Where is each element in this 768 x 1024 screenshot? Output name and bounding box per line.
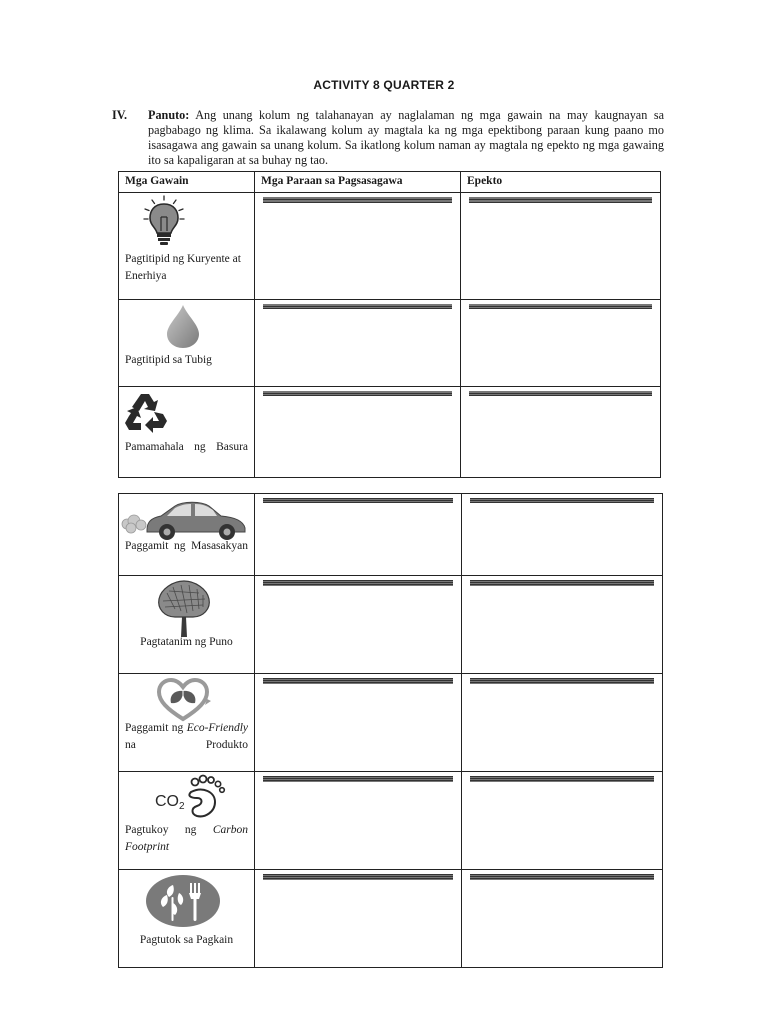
epekto-cell[interactable] — [462, 576, 663, 674]
instructions-text: Ang unang kolum ng talahanayan ay naglalaman ng mga gawain na may kaugnayan sa pagbabago ng klima. Sa ikalawang kolum ay magtala ka ng mga epektibong paraan kung paano mo isasagawa ang gawain sa unang kolum. Sa ikatlong kolum naman ay magtala ng epekto ng mga gawaing ito sa kapaligaran at sa buhay ng tao. — [148, 108, 664, 167]
header-mga-gawain: Mga Gawain — [119, 172, 255, 193]
header-epekto: Epekto — [461, 172, 661, 193]
paraan-cell[interactable] — [255, 387, 461, 478]
epekto-cell[interactable] — [462, 494, 663, 576]
table-row — [119, 494, 663, 576]
activity-label: Paggamit ng Eco-Friendly na Produkto — [125, 722, 248, 751]
activity-cell — [119, 772, 255, 870]
car-icon — [117, 498, 251, 542]
activity-label: Pagtitipid ng Kuryente at Enerhiya — [125, 253, 241, 282]
activity-cell — [119, 494, 255, 576]
activity-table-1 — [118, 171, 661, 478]
header-mga-paraan: Mga Paraan sa Pagsasagawa — [255, 172, 461, 193]
table-row — [119, 387, 661, 478]
activity-table-2 — [118, 493, 663, 968]
table-row — [119, 772, 663, 870]
eco-heart-icon — [153, 677, 213, 723]
epekto-cell[interactable] — [461, 193, 661, 300]
activity-cell — [119, 576, 255, 674]
carbon-footprint-icon — [153, 774, 227, 820]
recycle-icon — [123, 390, 173, 434]
activity-label: Pagtitipid sa Tubig — [125, 354, 212, 366]
paraan-cell[interactable] — [255, 772, 462, 870]
paraan-cell[interactable] — [255, 494, 462, 576]
water-drop-icon — [163, 303, 203, 349]
activity-label: Pagtukoy ng Carbon Footprint — [125, 824, 248, 853]
instructions-lead: Panuto: — [148, 108, 190, 122]
svg-text:CO: CO — [155, 793, 179, 810]
table-row — [119, 193, 661, 300]
table-row — [119, 674, 663, 772]
paraan-cell[interactable] — [255, 870, 462, 968]
paraan-cell[interactable] — [255, 674, 462, 772]
paraan-cell[interactable] — [255, 300, 461, 387]
paraan-cell[interactable] — [255, 576, 462, 674]
activity-cell — [119, 387, 255, 478]
section-number: IV. — [112, 108, 128, 122]
instructions — [112, 108, 664, 168]
activity-label: Pagtatanim ng Puno — [140, 636, 233, 648]
paraan-cell[interactable] — [255, 193, 461, 300]
activity-cell — [119, 870, 255, 968]
food-icon — [143, 873, 223, 929]
table-row — [119, 576, 663, 674]
epekto-cell[interactable] — [462, 772, 663, 870]
activity-label: Pamamahala ng Basura — [125, 441, 248, 453]
epekto-cell[interactable] — [461, 300, 661, 387]
activity-label: Paggamit ng Masasakyan — [125, 540, 248, 552]
epekto-cell[interactable] — [461, 387, 661, 478]
epekto-cell[interactable] — [462, 674, 663, 772]
page-title: ACTIVITY 8 QUARTER 2 — [313, 78, 455, 92]
activity-label: Pagtutok sa Pagkain — [139, 934, 234, 946]
table-row — [119, 870, 663, 968]
activity-cell — [119, 193, 255, 300]
instructions-body — [148, 108, 664, 168]
lightbulb-icon — [141, 195, 187, 247]
tree-icon — [155, 579, 213, 639]
svg-text:2: 2 — [179, 801, 185, 812]
activity-cell — [119, 300, 255, 387]
epekto-cell[interactable] — [462, 870, 663, 968]
activity-cell — [119, 674, 255, 772]
table-row — [119, 300, 661, 387]
